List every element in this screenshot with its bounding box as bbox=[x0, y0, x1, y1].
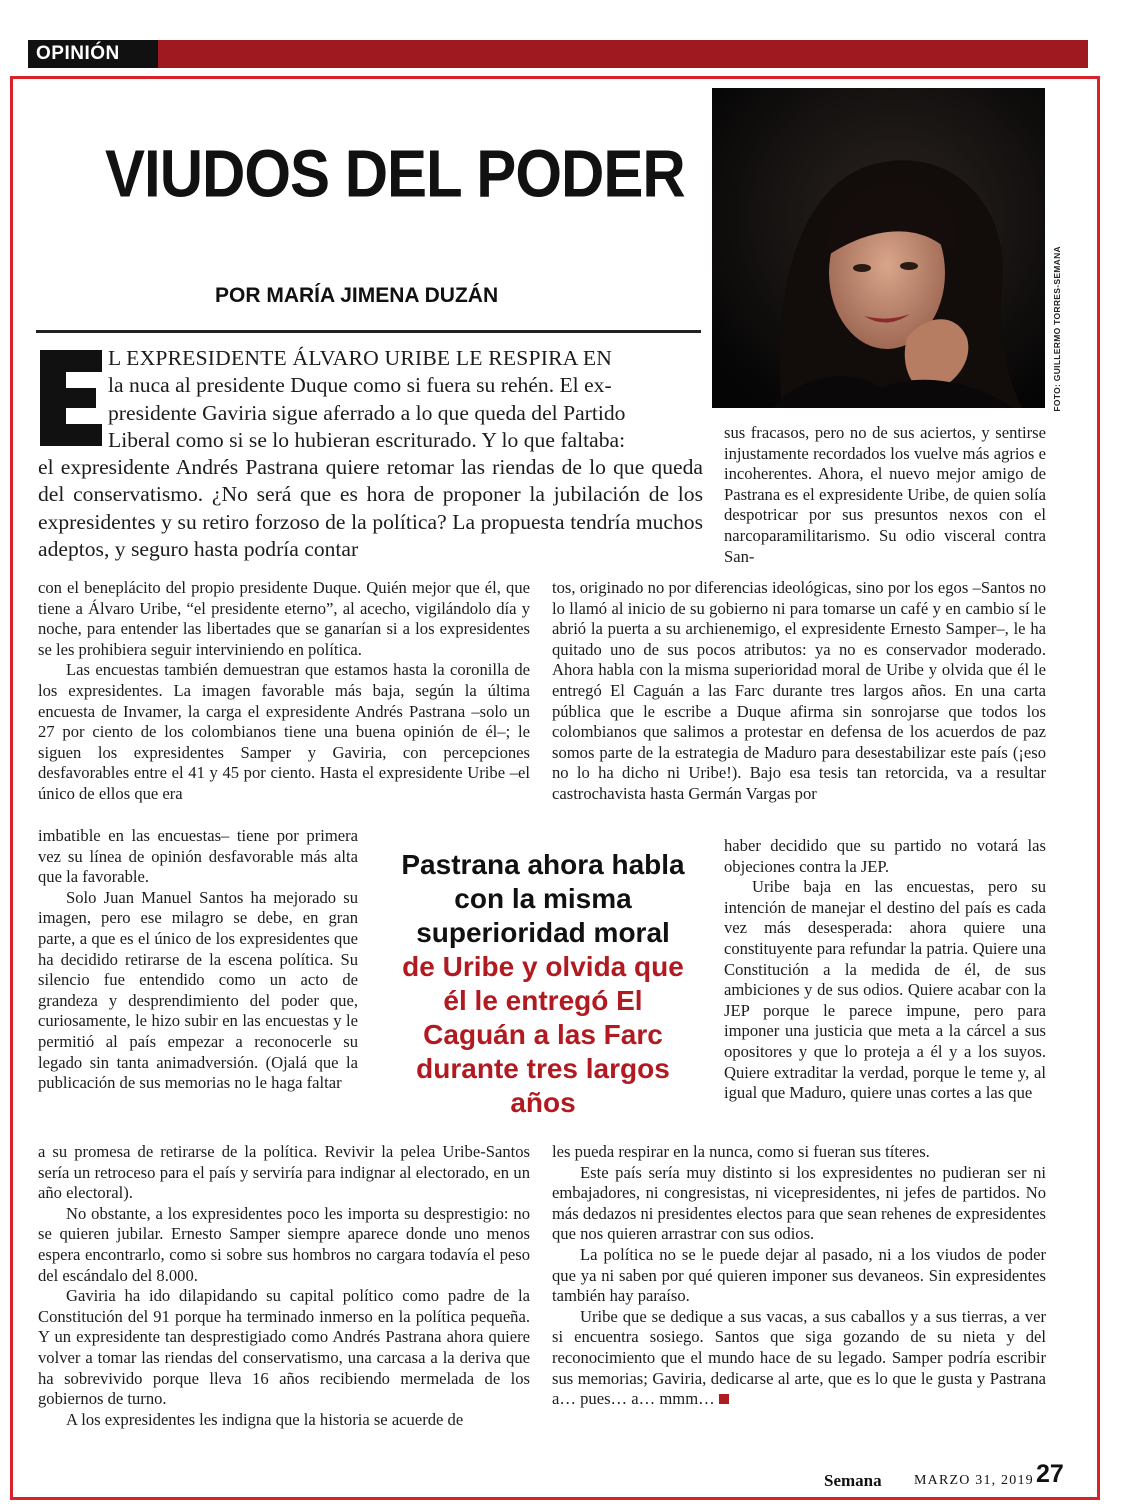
column-1-narrow bbox=[38, 826, 358, 1094]
issue-date: MARZO 31, 2019 bbox=[914, 1473, 1034, 1488]
paragraph: Uribe baja en las encuestas, pero su intención de manejar el destino del país es cada vez más desesperada: ahora quiere una constituyente para refundar la patria. Quiere una Constitución a la medida de él, de sus ambiciones y de sus odios. Quiere acabar con la JEP porque le parece impune, pero para imponer una justicia que meta a la cárcel a sus opositores y que lo proteja a él y a los suyos. Quiere extraditar la verdad, porque le teme y, al igual que Maduro, quiere unas cortes a las que bbox=[724, 877, 1046, 1103]
right-column-top bbox=[724, 423, 1046, 567]
paragraph: La política no se le puede dejar al pasado, ni a los viudos de poder que ya ni saben por qué quieren imponer sus devaneos. Sin expresidentes también hay paraíso. bbox=[552, 1244, 1046, 1306]
paragraph bbox=[552, 1307, 1046, 1410]
byline: POR MARÍA JIMENA DUZÁN bbox=[215, 284, 499, 307]
column-1-upper bbox=[38, 578, 530, 805]
paragraph: Las encuestas también demuestran que estamos hasta la coronilla de los expresidentes. La imagen favorable más baja, según la última encuesta de Invamer, la carga el expresidente Andrés Pastrana –solo un 27 por ciento de los colombianos tiene una buena opinión de él–; le siguen los expresidentes Samper y Gaviria, con percepciones desfavorables entre el 41 y 45 por ciento. Hasta el expresidente Uribe –el único de ellos que era bbox=[38, 660, 530, 803]
pull-quote bbox=[398, 848, 688, 1120]
column-1-lower bbox=[38, 1142, 530, 1430]
paragraph: sus fracasos, pero no de sus aciertos, y sentirse injustamente recordados los vuelve más agrios e incoherentes. Ahora, el nuevo mejor amigo de Pastrana es el expresidente Uribe, de quien solía despotricar por sus presuntos nexos con el narcoparamilitarismo. Su odio visceral contra San- bbox=[724, 423, 1046, 566]
lead-line: la nuca al presidente Duque como si fuera su rehén. El ex- bbox=[108, 373, 612, 398]
page-number: 27 bbox=[1036, 1460, 1064, 1488]
pull-quote-black: Pastrana ahora habla con la misma superioridad moral bbox=[401, 849, 685, 948]
paragraph: Este país sería muy distinto si los expresidentes no pudieran ser ni embajadores, ni congresistas, ni vicepresidentes, ni jefes de partidos. No más dedazos ni presidentes electos para que sean rehenes de expresidentes que nos quieren arrastrar con sus odios. bbox=[552, 1162, 1046, 1244]
paragraph: A los expresidentes les indigna que la historia se acuerde de bbox=[66, 1409, 464, 1429]
photo-credit: FOTO: GUILLERMO TORRES-SEMANA bbox=[1052, 246, 1062, 412]
publication-name: Semana bbox=[824, 1471, 882, 1490]
end-mark-icon bbox=[719, 1394, 729, 1404]
lead-line: Liberal como si se lo hubieran escriturado. Y lo que faltaba: bbox=[108, 427, 626, 452]
divider-rule bbox=[36, 330, 701, 333]
column-2-narrow bbox=[724, 836, 1046, 1104]
paragraph: No obstante, a los expresidentes poco les importa su desprestigio: no se quieren jubilar. Ernesto Samper siempre aparece donde uno menos espera encontrarlo, como si sobre sus hombros no cargara todavía el peso del escándalo del 8.000. bbox=[38, 1203, 530, 1285]
lead-line: L EXPRESIDENTE ÁLVARO URIBE LE RESPIRA EN bbox=[108, 346, 613, 370]
author-portrait-icon bbox=[712, 88, 1045, 408]
paragraph: con el beneplácito del propio presidente Duque. Quién mejor que él, que tiene a Álvaro Uribe, “el presidente eterno”, al acecho, vigilándolo día y noche, para entender las libertades que se ganarían si a los expresidentes se les prohibiera seguir interviniendo en política. bbox=[38, 578, 530, 659]
pull-quote-red: de Uribe y olvida que él le entregó El Caguán a las Farc durante tres largos años bbox=[402, 951, 684, 1118]
paragraph: haber decidido que su partido no votará las objeciones contra la JEP. bbox=[724, 836, 1046, 876]
section-label: OPINIÓN bbox=[28, 40, 158, 68]
paragraph: a su promesa de retirarse de la política. Revivir la pelea Uribe-Santos sería un retroceso para el país y serviría para indignar al electorado, en un año electoral). bbox=[38, 1142, 530, 1203]
paragraph: tos, originado no por diferencias ideológicas, sino por los egos –Santos no lo llamó al inicio de su gobierno ni para tomarse un café y en cambio sí le abrió la puerta a su archienemigo, el expresidente Ernesto Samper–, le ha quitado uno de sus pocos atributos: ya no es conservador moderado. Ahora habla con la misma superioridad moral de Uribe y olvida que él le entregó El Caguán a las Farc durante tres largos años. En una carta pública que le escribe a Duque afirma sin sonrojarse que todos los colombianos que salimos a protestar en defensa de los acuerdos de paz somos parte de la estrategia de Maduro para desestabilizar este país (¡eso no lo ha dicho ni Uribe!). Bajo esa tesis tan retorcida, va a resultar castrochavista hasta Germán Vargas por bbox=[552, 578, 1046, 803]
paragraph: imbatible en las encuestas– tiene por primera vez su línea de opinión desfavorable más alta que la favorable. bbox=[38, 826, 358, 887]
column-2-upper bbox=[552, 578, 1046, 805]
lead-continuation: el expresidente Andrés Pastrana quiere retomar las riendas de lo que queda del conservatismo. ¿No será que es hora de proponer la jubilación de los expresidentes y su retiro forzoso de la política? La propuesta tendría muchos adeptos, y seguro hasta podría contar bbox=[38, 455, 703, 561]
section-bar bbox=[28, 40, 1088, 68]
lead-intro bbox=[108, 345, 706, 454]
column-2-lower bbox=[552, 1142, 1046, 1410]
paragraph: Solo Juan Manuel Santos ha mejorado su imagen, pero ese milagro se debe, en gran parte, a que es el único de los expresidentes que ha decidido retirarse de la escena política. Su silencio fue entendido como un acto de grandeza y desprendimiento del poder que, curiosamente, le hizo subir en las encuestas y le permitió al país empezar a reconocerle su legado sin tanta animadversión. (Ojalá que la publicación de sus memorias no le haga faltar bbox=[38, 887, 358, 1093]
paragraph-text: Uribe que se dedique a sus vacas, a sus caballos y a sus tierras, a ver si encuentra sosiego. Santos que siga gozando de su nieta y del reconocimiento que el mundo hace de su legado. Samper podría escribir sus memorias; Gaviria, dedicarse al arte, que es lo que le gusta y Pastrana a… pues… a… mmm… bbox=[552, 1306, 1046, 1409]
author-photo bbox=[712, 88, 1045, 408]
article-title: VIUDOS DEL PODER bbox=[105, 136, 685, 212]
paragraph: les pueda respirar en la nunca, como si fueran sus títeres. bbox=[552, 1142, 930, 1161]
lead-line: presidente Gaviria sigue aferrado a lo que queda del Partido bbox=[108, 400, 626, 425]
drop-cap bbox=[40, 350, 102, 446]
paragraph: Gaviria ha ido dilapidando su capital político como padre de la Constitución del 91 porque ha terminado inmerso en la política pequeña. Y un expresidente tan desprestigiado como Andrés Pastrana ahora quiere volver a tomar las riendas del conservatismo, una carcasa a la deriva que ha sobrevivido porque lleva 16 años recibiendo mermelada de los gobiernos de turno. bbox=[38, 1286, 530, 1409]
